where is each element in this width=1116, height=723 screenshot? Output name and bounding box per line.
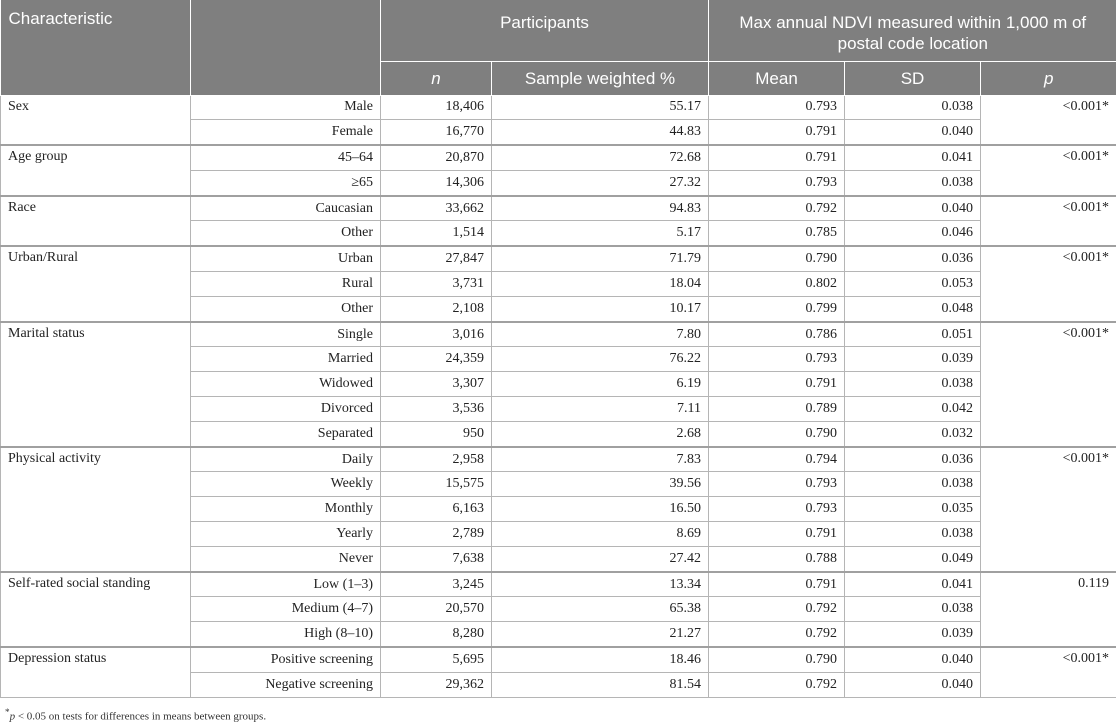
- sd-cell: 0.032: [845, 421, 981, 446]
- category-label: High (8–10): [191, 622, 381, 647]
- mean-cell: 0.794: [709, 447, 845, 472]
- n-cell: 14,306: [381, 170, 492, 195]
- mean-cell: 0.799: [709, 296, 845, 321]
- sd-cell: 0.041: [845, 145, 981, 170]
- category-label: Positive screening: [191, 647, 381, 672]
- characteristic-cell: Sex: [1, 95, 191, 145]
- n-cell: 20,570: [381, 597, 492, 622]
- header-p: p: [981, 61, 1116, 95]
- weighted-pct-cell: 76.22: [492, 347, 709, 372]
- header-ndvi: Max annual NDVI measured within 1,000 m of postal code location: [709, 0, 1116, 61]
- mean-cell: 0.802: [709, 272, 845, 297]
- n-cell: 16,770: [381, 120, 492, 145]
- sd-cell: 0.040: [845, 120, 981, 145]
- table-row: [1, 447, 1116, 472]
- weighted-pct-cell: 2.68: [492, 421, 709, 446]
- n-cell: 2,958: [381, 447, 492, 472]
- category-label: Never: [191, 546, 381, 571]
- n-cell: 15,575: [381, 472, 492, 497]
- weighted-pct-cell: 10.17: [492, 296, 709, 321]
- footnote-text: < 0.05 on tests for differences in means between groups.: [15, 710, 267, 723]
- header-weighted-pct: Sample weighted %: [492, 61, 709, 95]
- weighted-pct-cell: 65.38: [492, 597, 709, 622]
- sd-cell: 0.038: [845, 522, 981, 547]
- mean-cell: 0.793: [709, 347, 845, 372]
- characteristic-cell: Physical activity: [1, 447, 191, 572]
- sd-cell: 0.038: [845, 170, 981, 195]
- characteristic-cell: Self-rated social standing: [1, 572, 191, 647]
- n-cell: 2,789: [381, 522, 492, 547]
- sd-cell: 0.048: [845, 296, 981, 321]
- n-cell: 5,695: [381, 647, 492, 672]
- n-cell: 1,514: [381, 221, 492, 246]
- category-label: Other: [191, 221, 381, 246]
- header-characteristic: Characteristic: [1, 0, 191, 95]
- table-row: [1, 647, 1116, 672]
- n-cell: 33,662: [381, 196, 492, 221]
- category-label: Rural: [191, 272, 381, 297]
- category-label: Widowed: [191, 372, 381, 397]
- n-cell: 3,245: [381, 572, 492, 597]
- n-cell: 27,847: [381, 246, 492, 271]
- weighted-pct-cell: 81.54: [492, 672, 709, 697]
- category-label: Urban: [191, 246, 381, 271]
- sd-cell: 0.051: [845, 322, 981, 347]
- header-sd: SD: [845, 61, 981, 95]
- sd-cell: 0.036: [845, 246, 981, 271]
- table-row: [1, 145, 1116, 170]
- weighted-pct-cell: 72.68: [492, 145, 709, 170]
- category-label: Separated: [191, 421, 381, 446]
- sd-cell: 0.038: [845, 597, 981, 622]
- mean-cell: 0.793: [709, 472, 845, 497]
- table-row: [1, 95, 1116, 120]
- weighted-pct-cell: 71.79: [492, 246, 709, 271]
- p-value-cell: <0.001*: [981, 447, 1116, 572]
- table-row: [1, 196, 1116, 221]
- category-label: Yearly: [191, 522, 381, 547]
- category-label: ≥65: [191, 170, 381, 195]
- characteristic-cell: Depression status: [1, 647, 191, 697]
- mean-cell: 0.791: [709, 572, 845, 597]
- weighted-pct-cell: 18.46: [492, 647, 709, 672]
- p-value-cell: <0.001*: [981, 145, 1116, 196]
- footnote-p: p: [9, 710, 16, 723]
- p-value-cell: 0.119: [981, 572, 1116, 647]
- mean-cell: 0.791: [709, 522, 845, 547]
- weighted-pct-cell: 5.17: [492, 221, 709, 246]
- characteristic-cell: Urban/Rural: [1, 246, 191, 321]
- n-cell: 7,638: [381, 546, 492, 571]
- mean-cell: 0.793: [709, 497, 845, 522]
- table-row: [1, 572, 1116, 597]
- table-row: [1, 322, 1116, 347]
- n-cell: 6,163: [381, 497, 492, 522]
- table-body: [1, 95, 1116, 697]
- header-n: n: [381, 61, 492, 95]
- n-cell: 8,280: [381, 622, 492, 647]
- sd-cell: 0.040: [845, 196, 981, 221]
- weighted-pct-cell: 7.83: [492, 447, 709, 472]
- category-label: Negative screening: [191, 672, 381, 697]
- mean-cell: 0.791: [709, 145, 845, 170]
- footnote: [5, 707, 266, 723]
- weighted-pct-cell: 44.83: [492, 120, 709, 145]
- header-participants: Participants: [381, 0, 709, 61]
- sd-cell: 0.038: [845, 95, 981, 120]
- category-label: Daily: [191, 447, 381, 472]
- mean-cell: 0.789: [709, 397, 845, 422]
- sd-cell: 0.053: [845, 272, 981, 297]
- weighted-pct-cell: 6.19: [492, 372, 709, 397]
- sd-cell: 0.038: [845, 472, 981, 497]
- mean-cell: 0.792: [709, 597, 845, 622]
- n-cell: 3,307: [381, 372, 492, 397]
- sd-cell: 0.042: [845, 397, 981, 422]
- weighted-pct-cell: 21.27: [492, 622, 709, 647]
- category-label: Low (1–3): [191, 572, 381, 597]
- category-label: Other: [191, 296, 381, 321]
- weighted-pct-cell: 18.04: [492, 272, 709, 297]
- sd-cell: 0.039: [845, 622, 981, 647]
- weighted-pct-cell: 13.34: [492, 572, 709, 597]
- category-label: Single: [191, 322, 381, 347]
- sd-cell: 0.039: [845, 347, 981, 372]
- sd-cell: 0.041: [845, 572, 981, 597]
- table-row: [1, 246, 1116, 271]
- p-value-cell: <0.001*: [981, 196, 1116, 247]
- mean-cell: 0.788: [709, 546, 845, 571]
- sd-cell: 0.036: [845, 447, 981, 472]
- category-label: Female: [191, 120, 381, 145]
- weighted-pct-cell: 7.80: [492, 322, 709, 347]
- header-mean: Mean: [709, 61, 845, 95]
- n-cell: 3,731: [381, 272, 492, 297]
- category-label: Caucasian: [191, 196, 381, 221]
- n-cell: 3,016: [381, 322, 492, 347]
- header-blank: [191, 0, 381, 95]
- mean-cell: 0.792: [709, 672, 845, 697]
- p-value-cell: <0.001*: [981, 322, 1116, 447]
- sd-cell: 0.035: [845, 497, 981, 522]
- mean-cell: 0.785: [709, 221, 845, 246]
- p-value-cell: <0.001*: [981, 647, 1116, 697]
- weighted-pct-cell: 27.42: [492, 546, 709, 571]
- characteristic-cell: Race: [1, 196, 191, 247]
- sd-cell: 0.049: [845, 546, 981, 571]
- weighted-pct-cell: 55.17: [492, 95, 709, 120]
- characteristic-cell: Age group: [1, 145, 191, 196]
- mean-cell: 0.793: [709, 95, 845, 120]
- mean-cell: 0.793: [709, 170, 845, 195]
- n-cell: 24,359: [381, 347, 492, 372]
- footnote-mark: *: [5, 707, 10, 717]
- category-label: 45–64: [191, 145, 381, 170]
- n-cell: 950: [381, 421, 492, 446]
- n-cell: 3,536: [381, 397, 492, 422]
- characteristic-cell: Marital status: [1, 322, 191, 447]
- n-cell: 18,406: [381, 95, 492, 120]
- p-value-cell: <0.001*: [981, 95, 1116, 145]
- weighted-pct-cell: 94.83: [492, 196, 709, 221]
- mean-cell: 0.790: [709, 246, 845, 271]
- mean-cell: 0.791: [709, 372, 845, 397]
- weighted-pct-cell: 39.56: [492, 472, 709, 497]
- mean-cell: 0.792: [709, 196, 845, 221]
- category-label: Medium (4–7): [191, 597, 381, 622]
- category-label: Divorced: [191, 397, 381, 422]
- mean-cell: 0.791: [709, 120, 845, 145]
- p-value-cell: <0.001*: [981, 246, 1116, 321]
- category-label: Male: [191, 95, 381, 120]
- n-cell: 29,362: [381, 672, 492, 697]
- weighted-pct-cell: 16.50: [492, 497, 709, 522]
- mean-cell: 0.790: [709, 421, 845, 446]
- weighted-pct-cell: 27.32: [492, 170, 709, 195]
- category-label: Monthly: [191, 497, 381, 522]
- mean-cell: 0.790: [709, 647, 845, 672]
- n-cell: 20,870: [381, 145, 492, 170]
- mean-cell: 0.786: [709, 322, 845, 347]
- mean-cell: 0.792: [709, 622, 845, 647]
- sd-cell: 0.040: [845, 672, 981, 697]
- weighted-pct-cell: 8.69: [492, 522, 709, 547]
- weighted-pct-cell: 7.11: [492, 397, 709, 422]
- sd-cell: 0.046: [845, 221, 981, 246]
- n-cell: 2,108: [381, 296, 492, 321]
- sd-cell: 0.038: [845, 372, 981, 397]
- sd-cell: 0.040: [845, 647, 981, 672]
- category-label: Married: [191, 347, 381, 372]
- category-label: Weekly: [191, 472, 381, 497]
